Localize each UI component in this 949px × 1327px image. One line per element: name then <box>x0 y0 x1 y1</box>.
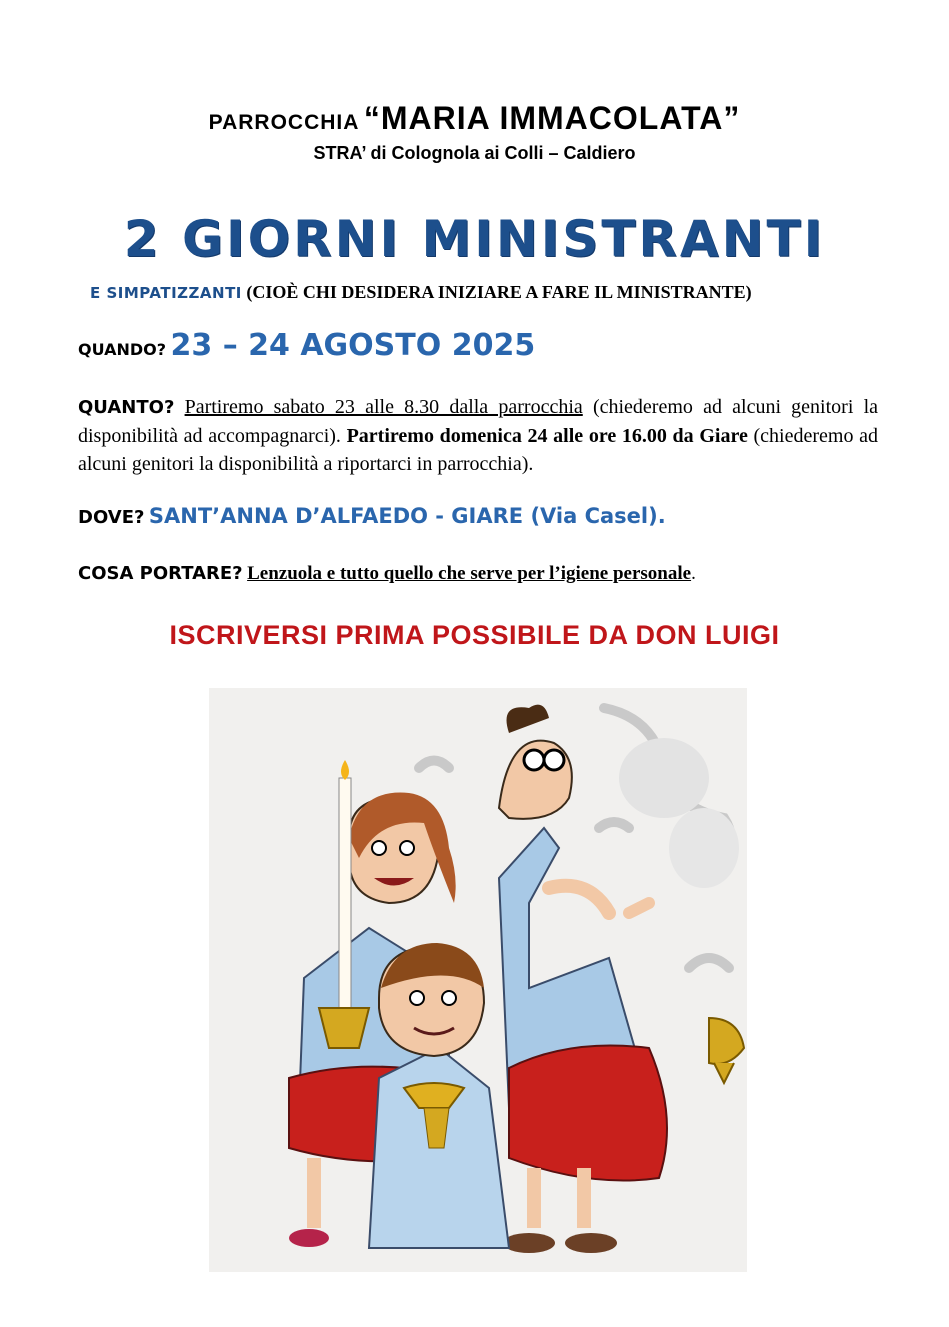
how-departure-note: (chiederemo ad alcuni genitori la disponibilità ad accompagnarci). <box>78 396 879 447</box>
bring-tail: . <box>691 563 696 584</box>
bring-section <box>78 563 878 585</box>
parish-prefix: PARROCCHIA <box>208 111 360 134</box>
how-label: QUANTO? <box>78 397 175 418</box>
bring-label: COSA PORTARE? <box>78 563 243 584</box>
parish-location: STRA’ di Colognola ai Colli – Caldiero <box>313 143 636 163</box>
page-title: 2 GIORNI MINISTRANTI <box>123 210 826 268</box>
altar-servers-illustration <box>209 688 747 1272</box>
where-label: DOVE? <box>78 507 145 528</box>
subtitle-note: (CIOÈ CHI DESIDERA INIZIARE A FARE IL MINISTRANTE) <box>246 282 752 302</box>
when-section <box>78 328 878 363</box>
when-label: QUANDO? <box>78 340 167 359</box>
where-value: SANT’ANNA D’ALFAEDO - GIARE (Via Casel). <box>148 504 666 528</box>
subtitle-highlight: E SIMPATIZZANTI <box>90 284 242 302</box>
how-departure: Partiremo sabato 23 alle 8.30 dalla parrocchia <box>184 396 583 418</box>
how-section <box>78 393 878 478</box>
subtitle <box>90 282 752 303</box>
bring-value: Lenzuola e tutto quello che serve per l’igiene personale <box>247 563 692 584</box>
parish-name: “MARIA IMMACOLATA” <box>363 100 741 136</box>
parish-header <box>0 100 949 137</box>
how-return: Partiremo domenica 24 alle ore 16.00 da Giare <box>346 425 748 447</box>
where-section <box>78 504 878 528</box>
how-return-note: (chiederemo ad alcuni genitori la disponibilità a riportarci in parrocchia). <box>78 425 878 475</box>
registration-call: ISCRIVERSI PRIMA POSSIBILE DA DON LUIGI <box>169 620 780 650</box>
when-value: 23 – 24 AGOSTO 2025 <box>170 328 536 363</box>
